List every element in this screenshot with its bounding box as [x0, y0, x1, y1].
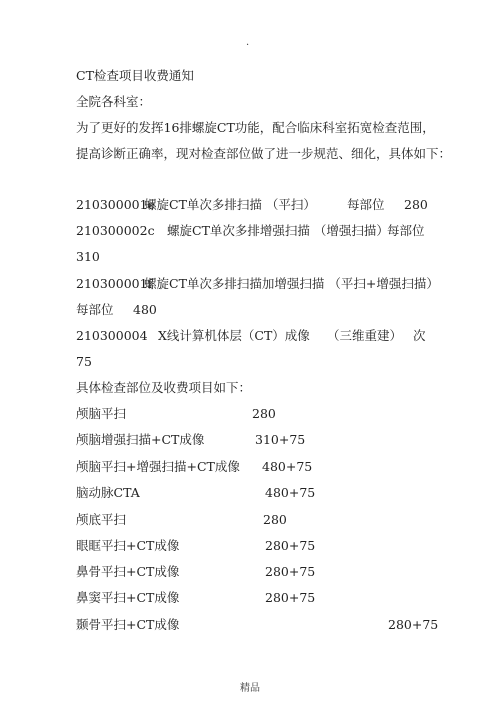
list-item-name: 眼眶平扫+CT成像: [76, 538, 180, 553]
code-3-name: 螺旋CT单次多排扫描加增强扫描 （平扫+增强扫描）: [144, 276, 439, 291]
code-2: 210300002c: [76, 223, 155, 238]
list-item-price: 480+75: [262, 459, 313, 474]
page-footer: 精品: [240, 683, 260, 694]
list-item-name: 脑动脉CTA: [76, 485, 140, 500]
list-item-name: 鼻骨平扫+CT成像: [76, 564, 180, 579]
code-1-name: 螺旋CT单次多排扫描 （平扫）: [144, 197, 316, 212]
list-item-price: 480+75: [265, 485, 316, 500]
code-4-extra: （三维重建）: [327, 328, 403, 343]
code-3-unit: 每部位: [76, 302, 114, 317]
code-1-price: 280: [404, 197, 428, 212]
code-4: 210300004: [76, 328, 148, 343]
header-mark: ·: [246, 40, 250, 51]
document-title: CT检查项目收费通知: [76, 68, 194, 83]
list-item-price: 280: [263, 512, 287, 527]
code-3-price: 480: [133, 302, 157, 317]
list-item-name: 颅底平扫: [76, 512, 127, 527]
code-2-name: 螺旋CT单次多排增强扫描 （增强扫描）: [167, 223, 389, 238]
intro-line-1: 为了更好的发挥16排螺旋CT功能，配合临床科室拓宽检查范围，: [76, 120, 435, 135]
code-4-unit: 次: [413, 328, 426, 343]
salutation: 全院各科室：: [76, 94, 152, 109]
code-2-unit: 每部位: [387, 223, 425, 238]
code-4-price: 75: [76, 354, 92, 369]
list-item-name: 颅脑增强扫描+CT成像: [76, 432, 205, 447]
code-1-unit: 每部位: [347, 197, 385, 212]
list-item-price: 280+75: [265, 564, 316, 579]
code-1: 210300001e: [76, 197, 155, 212]
list-heading: 具体检查部位及收费项目如下：: [76, 380, 252, 395]
list-item-price: 280+75: [388, 617, 439, 632]
list-item-price: 310+75: [255, 432, 306, 447]
list-item-name: 颞骨平扫+CT成像: [76, 617, 180, 632]
intro-line-2: 提高诊断正确率，现对检查部位做了进一步规范、细化，具体如下：: [76, 146, 452, 161]
list-item-price: 280+75: [265, 590, 316, 605]
code-3: 210300001f: [76, 276, 153, 291]
list-item-price: 280: [252, 406, 276, 421]
list-item-price: 280+75: [265, 538, 316, 553]
code-4-name: X线计算机体层（CT）成像: [158, 328, 310, 343]
list-item-name: 颅脑平扫: [76, 406, 127, 421]
list-item-name: 鼻窦平扫+CT成像: [76, 590, 180, 605]
code-2-price: 310: [76, 249, 100, 264]
list-item-name: 颅脑平扫+增强扫描+CT成像: [76, 459, 240, 474]
